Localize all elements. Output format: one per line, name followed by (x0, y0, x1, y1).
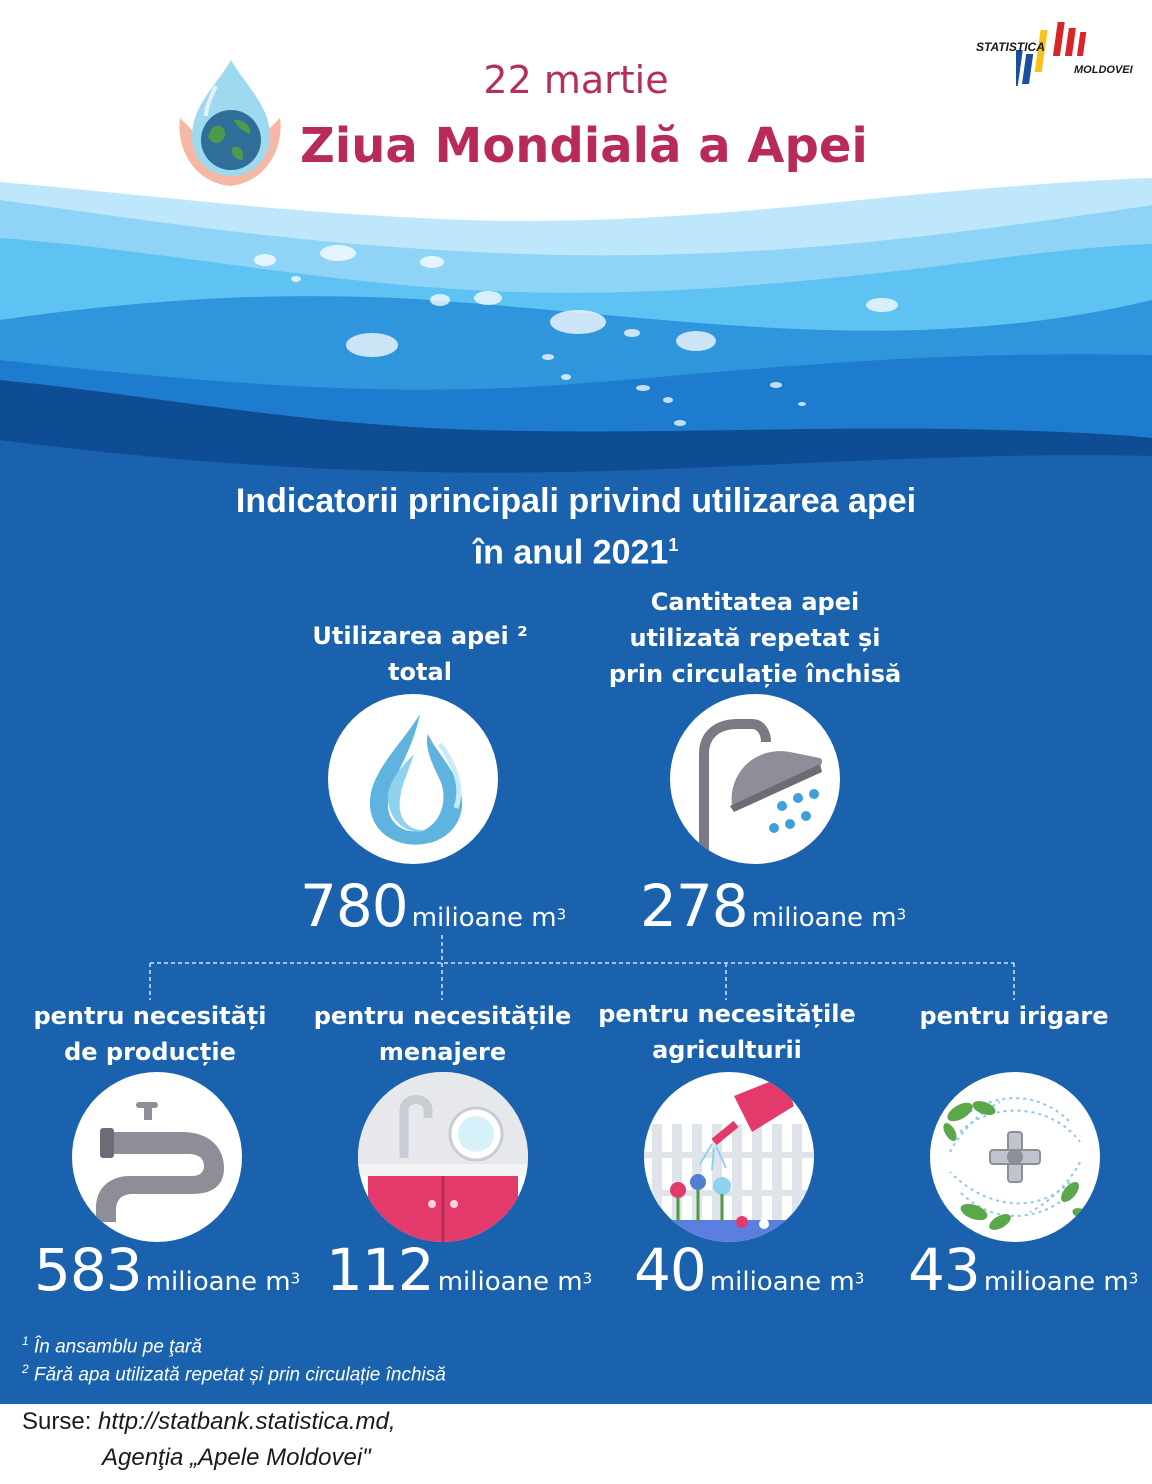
bottom-label-line: pentru irigare (919, 1002, 1109, 1030)
value-unit-sup: 3 (582, 1269, 593, 1288)
top-label-total-use (260, 618, 580, 690)
bottom-label-line: pentru necesitățile (313, 1002, 572, 1030)
logo-text-line1: STATISTICA (976, 40, 1045, 54)
bottom-value-irrigation (908, 1236, 1138, 1304)
event-date: 22 martie (483, 58, 669, 102)
section-subtitle-line2: în anul 2021$^1$ (473, 533, 679, 572)
value-unit: milioane m (145, 1267, 291, 1297)
bottom-value-household (326, 1236, 592, 1304)
top-value-reused-water (640, 872, 906, 940)
logo (970, 20, 1140, 90)
logo-bars-icon (1016, 20, 1092, 90)
value-number: 583 (34, 1236, 142, 1304)
bottom-label-line: menajere (378, 1038, 507, 1066)
top-label-reused-water (590, 584, 920, 692)
value-unit-sup: 3 (854, 1269, 865, 1288)
bottom-label-line: agriculturii (652, 1036, 802, 1064)
footnote-2 (22, 1362, 446, 1386)
value-number: 278 (640, 872, 748, 940)
top-label-line: total (388, 658, 452, 686)
bottom-label-production (10, 998, 290, 1070)
water-splash-icon (328, 694, 498, 864)
sprinkler-icon (930, 1072, 1100, 1242)
footnote-1-mark: 1 (22, 1334, 29, 1348)
section-subtitle-line1: Indicatorii principali privind utilizarea apei (235, 482, 917, 520)
watering-can-icon (644, 1072, 814, 1242)
footnote-1 (22, 1334, 202, 1358)
value-unit: milioane m (411, 903, 557, 933)
kitchen-sink-icon (358, 1072, 528, 1242)
value-unit: milioane m (751, 903, 897, 933)
top-label-line: Cantitatea apei (650, 588, 860, 616)
bottom-label-line: pentru necesități (33, 1002, 267, 1030)
value-unit: milioane m (437, 1267, 583, 1297)
sources-line2: Agenţia „Apele Moldovei" (102, 1444, 371, 1471)
bottom-label-agriculture (582, 996, 872, 1068)
value-unit-sup: 3 (896, 905, 907, 924)
bottom-value-production (34, 1236, 300, 1304)
value-number: 40 (634, 1236, 706, 1304)
value-unit: milioane m (709, 1267, 855, 1297)
page-title: Ziua Mondială a Apei (300, 118, 868, 174)
bottom-label-line: de producție (64, 1038, 236, 1066)
bottom-label-line: pentru necesitățile (598, 1000, 856, 1028)
value-number: 780 (300, 872, 408, 940)
bottom-label-irrigation (884, 998, 1144, 1034)
value-unit-sup: 3 (556, 905, 567, 924)
footnote-1-text: În ansamblu pe ţară (33, 1336, 202, 1358)
top-label-line: prin circulație închisă (608, 660, 902, 688)
value-unit-sup: 3 (1128, 1269, 1139, 1288)
value-unit-sup: 3 (290, 1269, 301, 1288)
top-label-line: Utilizarea apei ² (312, 622, 528, 650)
top-value-total-use (300, 872, 566, 940)
top-label-line: utilizată repetat și (629, 624, 881, 652)
sources-line1 (22, 1408, 396, 1436)
connector-lines (0, 935, 1152, 1005)
logo-text-line2: MOLDOVEI (1074, 64, 1133, 76)
sources-label: Surse: (22, 1408, 92, 1435)
footnote-2-text: Fără apa utilizată repetat și prin circulație închisă (33, 1364, 446, 1386)
sources-link[interactable]: http://statbank.statistica.md, (98, 1408, 396, 1435)
footnote-2-mark: 2 (22, 1362, 29, 1376)
value-number: 43 (908, 1236, 980, 1304)
subtitle-footnote-mark: 1 (668, 535, 679, 555)
value-number: 112 (326, 1236, 434, 1304)
bottom-label-household (300, 998, 585, 1070)
value-unit: milioane m (983, 1267, 1129, 1297)
faucet-pipe-icon (72, 1072, 242, 1242)
shower-head-icon (670, 694, 840, 864)
bottom-value-agriculture (634, 1236, 864, 1304)
